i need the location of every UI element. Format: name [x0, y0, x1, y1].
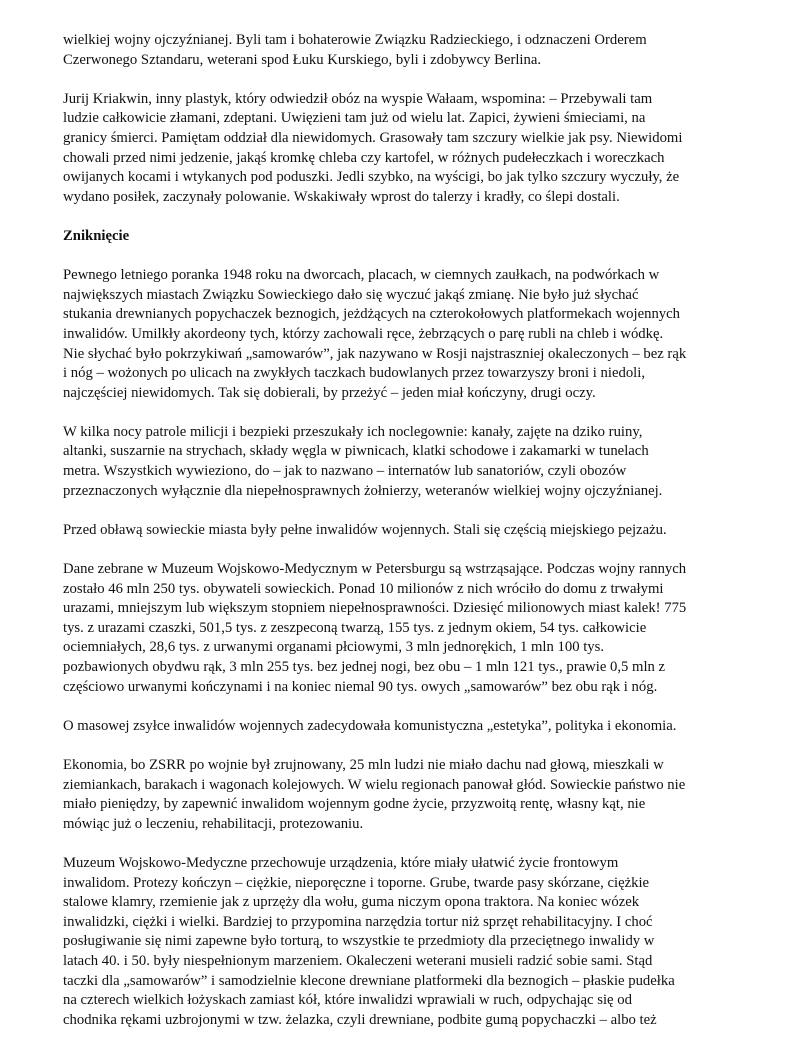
text-line: inwalidzki, ciężki i wielki. Bardziej to przypomina narzędzia tortur niż sprzęt rehabilitacyjny. I choć — [63, 913, 653, 930]
text-line: wielkiej wojny ojczyźnianej. Byli tam i bohaterowie Związku Radzieckiego, i odznaczeni Orderem — [63, 32, 647, 48]
text-line: Jurij Kriakwin, inny plastyk, który odwiedził obóz na wyspie Wałaam, wspomina: – Przebywali tam — [63, 90, 653, 107]
paragraph-6 — [63, 560, 739, 697]
text-line: chowali przed nimi jedzenie, jakąś kromkę chleba czy kartofel, w różnych pudełeczkach i woreczkach — [63, 149, 665, 166]
text-line: wydano posiłek, zaczynały polowanie. Wskakiwały wprost do talerzy i kradły, co ślepi dostali. — [63, 188, 620, 205]
text-line: latach 40. i 50. były niespełnionym marzeniem. Okaleczeni weterani musieli radzić sobie sami. Stąd — [63, 952, 653, 969]
text-line: Czerwonego Sztandaru, weterani spod Łuku Kurskiego, byli i zdobywcy Berlina. — [63, 51, 542, 68]
text-line: urazami, mniejszym lub większym stopniem niepełnosprawności. Dziesięć milionowych miast kalek! 775 — [63, 600, 687, 617]
text-line: najczęściej niewidomych. Tak się dobierali, by przeżyć – jeden miał kończyny, drugi oczy. — [63, 384, 596, 401]
paragraph-4 — [63, 423, 739, 501]
text-line: stalowe klamry, rzemienie jak z uprzęży dla wołu, guma niczym opona traktora. Na koniec wózek — [63, 894, 640, 911]
text-line: chodnika rękami uzbrojonymi w tzw. żelazka, czyli drewniane, podbite gumą popychaczki – albo też — [63, 1011, 657, 1028]
text-line: Pewnego letniego poranka 1948 roku na dworcach, placach, w ciemnych zaułkach, na podwórkach w — [63, 267, 660, 284]
text-line: inwalidów. Umilkły akordeony tych, którzy zachowali ręce, żebrzących o parę rubli na chleb i wódkę. — [63, 325, 664, 342]
text-line: metra. Wszystkich wywieziono, do – jak to nazwano – internatów lub sanatoriów, czyli obozów — [63, 463, 627, 480]
document-page — [63, 31, 739, 1050]
paragraph-1 — [63, 31, 739, 70]
section-heading-text: Zniknięcie — [63, 227, 130, 244]
paragraph-5 — [63, 521, 739, 541]
text-line: na czterech wielkich łożyskach zamiast kół, które inwalidzi wprawiali w ruch, odpychając się od — [63, 992, 632, 1009]
text-line: Przed obławą sowieckie miasta były pełne inwalidów wojennych. Stali się częścią miejskiego pejzażu. — [63, 521, 667, 538]
text-line: taczki dla „samowarów” i samodzielnie klecone drewniane platformeki dla beznogich – płaskie pudełka — [63, 972, 675, 989]
text-line: O masowej zsyłce inwalidów wojennych zadecydowała komunistyczna „estetyka”, polityka i ekonomia. — [63, 717, 677, 734]
text-line: owijanych kocami i wtykanych pod poduszki. Jedli szybko, na wyścigi, bo jak tylko szczury wyczuły, że — [63, 169, 680, 186]
text-line: inwalidom. Protezy kończyn – ciężkie, nieporęczne i toporne. Grube, twarde pasy skórzane, ciężkie — [63, 874, 650, 891]
paragraph-9 — [63, 854, 739, 1030]
text-line: W kilka nocy patrole milicji i bezpieki przeszukały ich noclegownie: kanały, zajęte na dziko ruiny, — [63, 423, 643, 440]
section-heading — [63, 227, 739, 247]
text-line: posługiwanie się nimi zapewne było torturą, to wszystkie te przedmioty dla przeciętnego inwalidy w — [63, 933, 655, 950]
text-line: stukania drewnianych popychaczek beznogich, jeżdżących na czterokołowych platformekach wojennych — [63, 306, 681, 323]
text-line: pozbawionych obydwu rąk, 3 mln 255 tys. bez jednej nogi, bez obu – 1 mln 121 tys., prawie 0,5 mln z — [63, 659, 666, 675]
paragraph-2 — [63, 90, 739, 208]
paragraph-7 — [63, 717, 739, 737]
text-line: przeznaczonych wyłącznie dla niepełnosprawnych żołnierzy, weteranów wielkiej wojny ojczyźnianej. — [63, 482, 663, 499]
text-line: częściowo urwanymi kończynami i na koniec niemal 90 tys. owych „samowarów” bez obu rąk i nóg. — [63, 678, 658, 695]
text-line: Nie słychać było pokrzykiwań „samowarów”, jak nazywano w Rosji najstraszniej okaleczonych – bez rąk — [63, 345, 687, 362]
text-line: największych miastach Związku Sowieckiego dało się wyczuć jakąś zmianę. Nie było już słychać — [63, 286, 639, 303]
paragraph-3 — [63, 266, 739, 403]
text-line: i nóg – wożonych po ulicach na zwykłych taczkach budowlanych przez towarzyszy broni i niedoli, — [63, 365, 645, 382]
text-line: zostało 46 mln 250 tys. obywateli sowieckich. Ponad 10 milionów z nich wróciło do domu z trwałymi — [63, 580, 664, 597]
text-line: altanki, suszarnie na strychach, składy węgla w piwnicach, klatki schodowe i zakamarki w tunelach — [63, 443, 649, 460]
paragraph-8 — [63, 756, 739, 834]
text-line: Ekonomia, bo ZSRR po wojnie był zrujnowany, 25 mln ludzi nie miało dachu nad głową, mieszkali w — [63, 756, 664, 773]
text-line: mówiąc już o leczeniu, rehabilitacji, protezowaniu. — [63, 815, 364, 832]
text-line: tys. z urazami czaszki, 501,5 tys. z zeszpeconą twarzą, 155 tys. z jednym okiem, 54 tys. całkowicie — [63, 619, 647, 636]
text-line: ociemniałych, 28,6 tys. z urwanymi organami płciowymi, 3 mln jednorękich, 1 mln 100 tys. — [63, 639, 605, 656]
text-line: Muzeum Wojskowo-Medyczne przechowuje urządzenia, które miały ułatwić życie frontowym — [63, 854, 619, 871]
text-line: miało pieniędzy, by zapewnić inwalidom wojennym godne życie, przyzwoitą rentę, własny kąt, nie — [63, 796, 646, 813]
text-line: ziemiankach, barakach i wagonach kolejowych. W wielu regionach panował głód. Sowieckie państwo nie — [63, 776, 686, 793]
text-line: ludzie całkowicie złamani, zdeptani. Uwięzieni tam już od wielu lat. Zapici, żywieni śmieciami, na — [63, 110, 646, 127]
text-line: Dane zebrane w Muzeum Wojskowo-Medycznym w Petersburgu są wstrząsające. Podczas wojny rannych — [63, 561, 687, 578]
text-line: granicy śmierci. Pamiętam oddział dla niewidomych. Grasowały tam szczury wielkie jak psy. Niewidomi — [63, 129, 683, 146]
